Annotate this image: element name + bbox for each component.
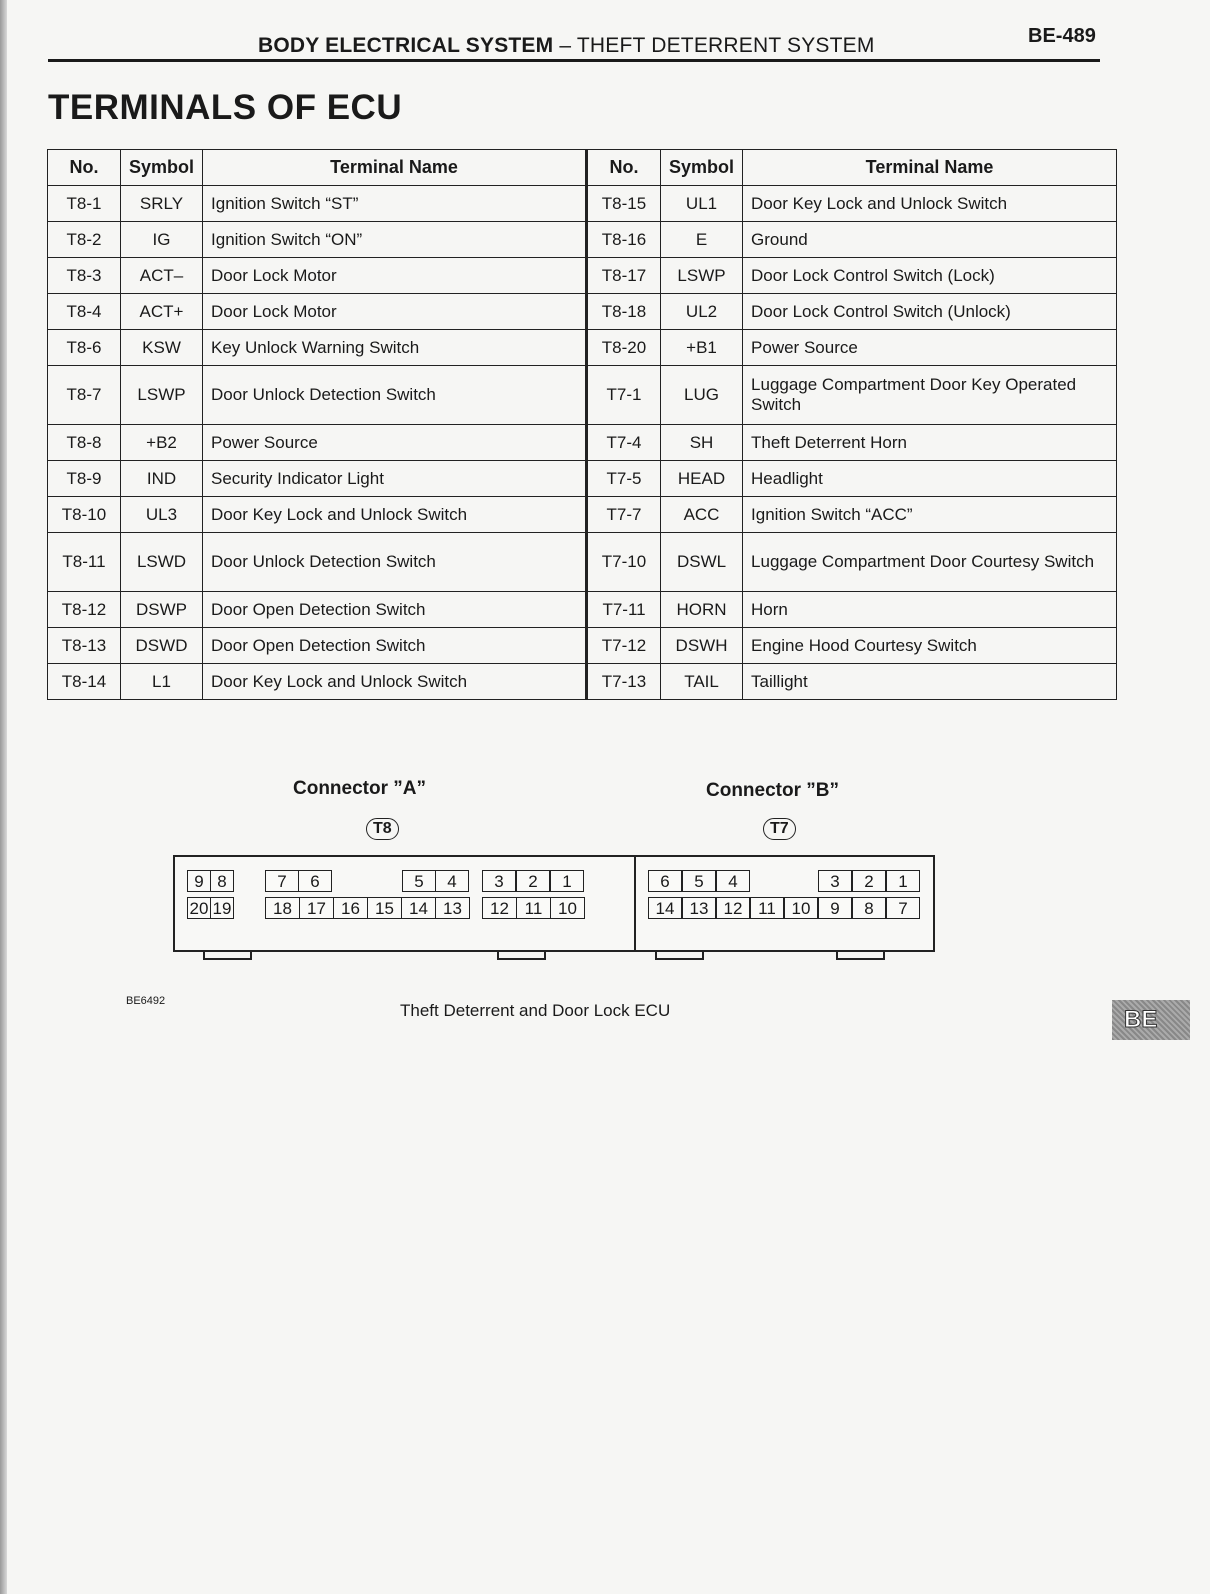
terminal-no: T7-7 — [587, 497, 661, 533]
connector-a-pin: 2 — [516, 870, 550, 892]
terminal-name: Door Open Detection Switch — [203, 592, 587, 628]
terminal-no: T8-9 — [48, 461, 121, 497]
terminal-no: T7-12 — [587, 628, 661, 664]
terminal-symbol: UL3 — [121, 497, 203, 533]
connector-a-label: Connector ”A” — [293, 778, 426, 799]
connector-a-pin: 3 — [482, 870, 516, 892]
terminal-no: T7-5 — [587, 461, 661, 497]
terminal-no: T8-8 — [48, 425, 121, 461]
connector-a-pin: 12 — [482, 897, 517, 919]
terminal-symbol: TAIL — [661, 664, 743, 700]
connector-a-latch — [497, 950, 546, 960]
terminal-symbol: +B2 — [121, 425, 203, 461]
terminal-symbol: ACC — [661, 497, 743, 533]
connector-b-pin: 10 — [784, 897, 818, 919]
terminal-name: Engine Hood Courtesy Switch — [743, 628, 1117, 664]
connector-a-pin: 18 — [265, 897, 300, 919]
table-row — [48, 186, 1117, 222]
terminal-symbol: IG — [121, 222, 203, 258]
table-row — [48, 294, 1117, 330]
running-header — [258, 34, 875, 58]
terminal-name: Ground — [743, 222, 1117, 258]
terminal-no: T8-13 — [48, 628, 121, 664]
terminal-name: Ignition Switch “ON” — [203, 222, 587, 258]
terminal-name: Theft Deterrent Horn — [743, 425, 1117, 461]
terminal-no: T7-4 — [587, 425, 661, 461]
connector-b-pin: 11 — [750, 897, 784, 919]
terminal-name: Door Key Lock and Unlock Switch — [203, 497, 587, 533]
terminal-symbol: +B1 — [661, 330, 743, 366]
terminal-symbol: DSWP — [121, 592, 203, 628]
header-separator: – — [553, 34, 577, 57]
terminal-symbol: ACT+ — [121, 294, 203, 330]
connector-b-pin: 2 — [852, 870, 886, 892]
table-row — [48, 592, 1117, 628]
table-row — [48, 222, 1117, 258]
terminal-no: T8-18 — [587, 294, 661, 330]
connector-a-pin: 11 — [516, 897, 551, 919]
col-symbol: Symbol — [661, 150, 743, 186]
header-rule — [48, 59, 1100, 62]
connector-a-id: T8 — [366, 818, 399, 840]
terminal-symbol: HEAD — [661, 461, 743, 497]
connector-b-id: T7 — [763, 818, 796, 840]
connector-a-pin: 7 — [265, 870, 299, 892]
section-tab-label: BE — [1124, 1006, 1158, 1033]
terminal-name: Power Source — [203, 425, 587, 461]
terminal-name: Power Source — [743, 330, 1117, 366]
terminal-symbol: UL1 — [661, 186, 743, 222]
terminal-no: T8-10 — [48, 497, 121, 533]
col-terminal-name: Terminal Name — [203, 150, 587, 186]
terminal-symbol: LSWP — [661, 258, 743, 294]
terminal-no: T8-20 — [587, 330, 661, 366]
connector-a-pin: 19 — [210, 897, 234, 919]
terminal-no: T8-16 — [587, 222, 661, 258]
header-section: BODY ELECTRICAL SYSTEM — [258, 34, 554, 57]
terminal-name: Luggage Compartment Door Courtesy Switch — [743, 533, 1117, 592]
terminal-no: T8-14 — [48, 664, 121, 700]
terminal-name: Door Lock Control Switch (Lock) — [743, 258, 1117, 294]
terminal-name: Horn — [743, 592, 1117, 628]
table-row — [48, 330, 1117, 366]
terminals-table — [47, 149, 1117, 700]
page-title: TERMINALS OF ECU — [48, 88, 403, 127]
figure-code: BE6492 — [126, 995, 166, 1007]
terminal-name: Ignition Switch “ACC” — [743, 497, 1117, 533]
terminal-name: Door Key Lock and Unlock Switch — [203, 664, 587, 700]
table-row — [48, 628, 1117, 664]
terminal-name: Luggage Compartment Door Key Operated Switch — [743, 366, 1117, 425]
connector-b-pin: 4 — [716, 870, 750, 892]
section-tab — [1112, 1000, 1190, 1040]
terminal-name: Door Unlock Detection Switch — [203, 366, 587, 425]
connector-b-pin: 8 — [852, 897, 886, 919]
table-row — [48, 497, 1117, 533]
terminal-name: Security Indicator Light — [203, 461, 587, 497]
scan-edge — [0, 0, 7, 1594]
connector-b-label: Connector ”B” — [706, 780, 839, 801]
connector-a-pin: 13 — [435, 897, 470, 919]
connector-b-pin: 1 — [886, 870, 920, 892]
terminal-symbol: DSWH — [661, 628, 743, 664]
terminal-symbol: SRLY — [121, 186, 203, 222]
header-subsection: THEFT DETERRENT SYSTEM — [576, 34, 875, 57]
connector-a-pin: 5 — [402, 870, 436, 892]
terminal-symbol: E — [661, 222, 743, 258]
terminal-no: T8-1 — [48, 186, 121, 222]
terminal-symbol: LSWD — [121, 533, 203, 592]
table-row — [48, 425, 1117, 461]
page-number: BE-489 — [1028, 25, 1096, 47]
col-symbol: Symbol — [121, 150, 203, 186]
terminal-name: Door Unlock Detection Switch — [203, 533, 587, 592]
connector-b-pin: 12 — [716, 897, 750, 919]
terminal-symbol: UL2 — [661, 294, 743, 330]
table-row — [48, 366, 1117, 425]
terminal-name: Door Lock Motor — [203, 258, 587, 294]
terminal-symbol: LUG — [661, 366, 743, 425]
terminal-no: T8-7 — [48, 366, 121, 425]
connector-b-pin: 7 — [886, 897, 920, 919]
connector-b-latch — [836, 950, 885, 960]
table-row — [48, 461, 1117, 497]
terminal-symbol: KSW — [121, 330, 203, 366]
connector-a-pin: 1 — [550, 870, 584, 892]
terminal-no: T8-2 — [48, 222, 121, 258]
table-row — [48, 533, 1117, 592]
connector-a-pin: 8 — [210, 870, 234, 892]
terminal-no: T8-15 — [587, 186, 661, 222]
terminal-name: Ignition Switch “ST” — [203, 186, 587, 222]
table-row — [48, 664, 1117, 700]
terminal-name: Door Key Lock and Unlock Switch — [743, 186, 1117, 222]
terminal-no: T8-17 — [587, 258, 661, 294]
connector-b-pin: 5 — [682, 870, 716, 892]
table-row — [48, 258, 1117, 294]
terminal-name: Taillight — [743, 664, 1117, 700]
connector-b-pin: 6 — [648, 870, 682, 892]
terminal-symbol: L1 — [121, 664, 203, 700]
table-header — [48, 150, 1117, 186]
connector-a-pin: 20 — [187, 897, 211, 919]
terminal-name: Door Lock Motor — [203, 294, 587, 330]
col-no: No. — [48, 150, 121, 186]
connector-b-pin: 14 — [648, 897, 682, 919]
terminal-no: T8-12 — [48, 592, 121, 628]
connector-a-pin: 17 — [299, 897, 334, 919]
terminal-no: T7-11 — [587, 592, 661, 628]
terminal-no: T8-11 — [48, 533, 121, 592]
terminal-name: Door Open Detection Switch — [203, 628, 587, 664]
connector-a-pin: 15 — [367, 897, 402, 919]
figure-caption: Theft Deterrent and Door Lock ECU — [400, 1001, 671, 1020]
connector-a-pin: 9 — [187, 870, 211, 892]
connector-b-pin: 13 — [682, 897, 716, 919]
terminal-name: Key Unlock Warning Switch — [203, 330, 587, 366]
terminal-symbol: ACT– — [121, 258, 203, 294]
terminal-no: T8-6 — [48, 330, 121, 366]
connector-b-pin: 9 — [818, 897, 852, 919]
terminal-no: T8-4 — [48, 294, 121, 330]
connector-a-pin: 14 — [401, 897, 436, 919]
terminal-no: T8-3 — [48, 258, 121, 294]
terminal-name: Headlight — [743, 461, 1117, 497]
terminal-no: T7-13 — [587, 664, 661, 700]
terminal-symbol: SH — [661, 425, 743, 461]
terminal-symbol: HORN — [661, 592, 743, 628]
connector-b-latch — [655, 950, 704, 960]
connector-a-pin: 4 — [435, 870, 469, 892]
terminal-name: Door Lock Control Switch (Unlock) — [743, 294, 1117, 330]
terminal-no: T7-1 — [587, 366, 661, 425]
terminal-symbol: DSWL — [661, 533, 743, 592]
connector-a-pin: 16 — [333, 897, 368, 919]
terminal-symbol: DSWD — [121, 628, 203, 664]
connector-a-pin: 6 — [298, 870, 332, 892]
connector-a-latch — [203, 950, 252, 960]
col-no: No. — [587, 150, 661, 186]
terminal-symbol: LSWP — [121, 366, 203, 425]
connector-b-pin: 3 — [818, 870, 852, 892]
connector-a-pin: 10 — [550, 897, 585, 919]
terminal-symbol: IND — [121, 461, 203, 497]
terminal-no: T7-10 — [587, 533, 661, 592]
col-terminal-name: Terminal Name — [743, 150, 1117, 186]
